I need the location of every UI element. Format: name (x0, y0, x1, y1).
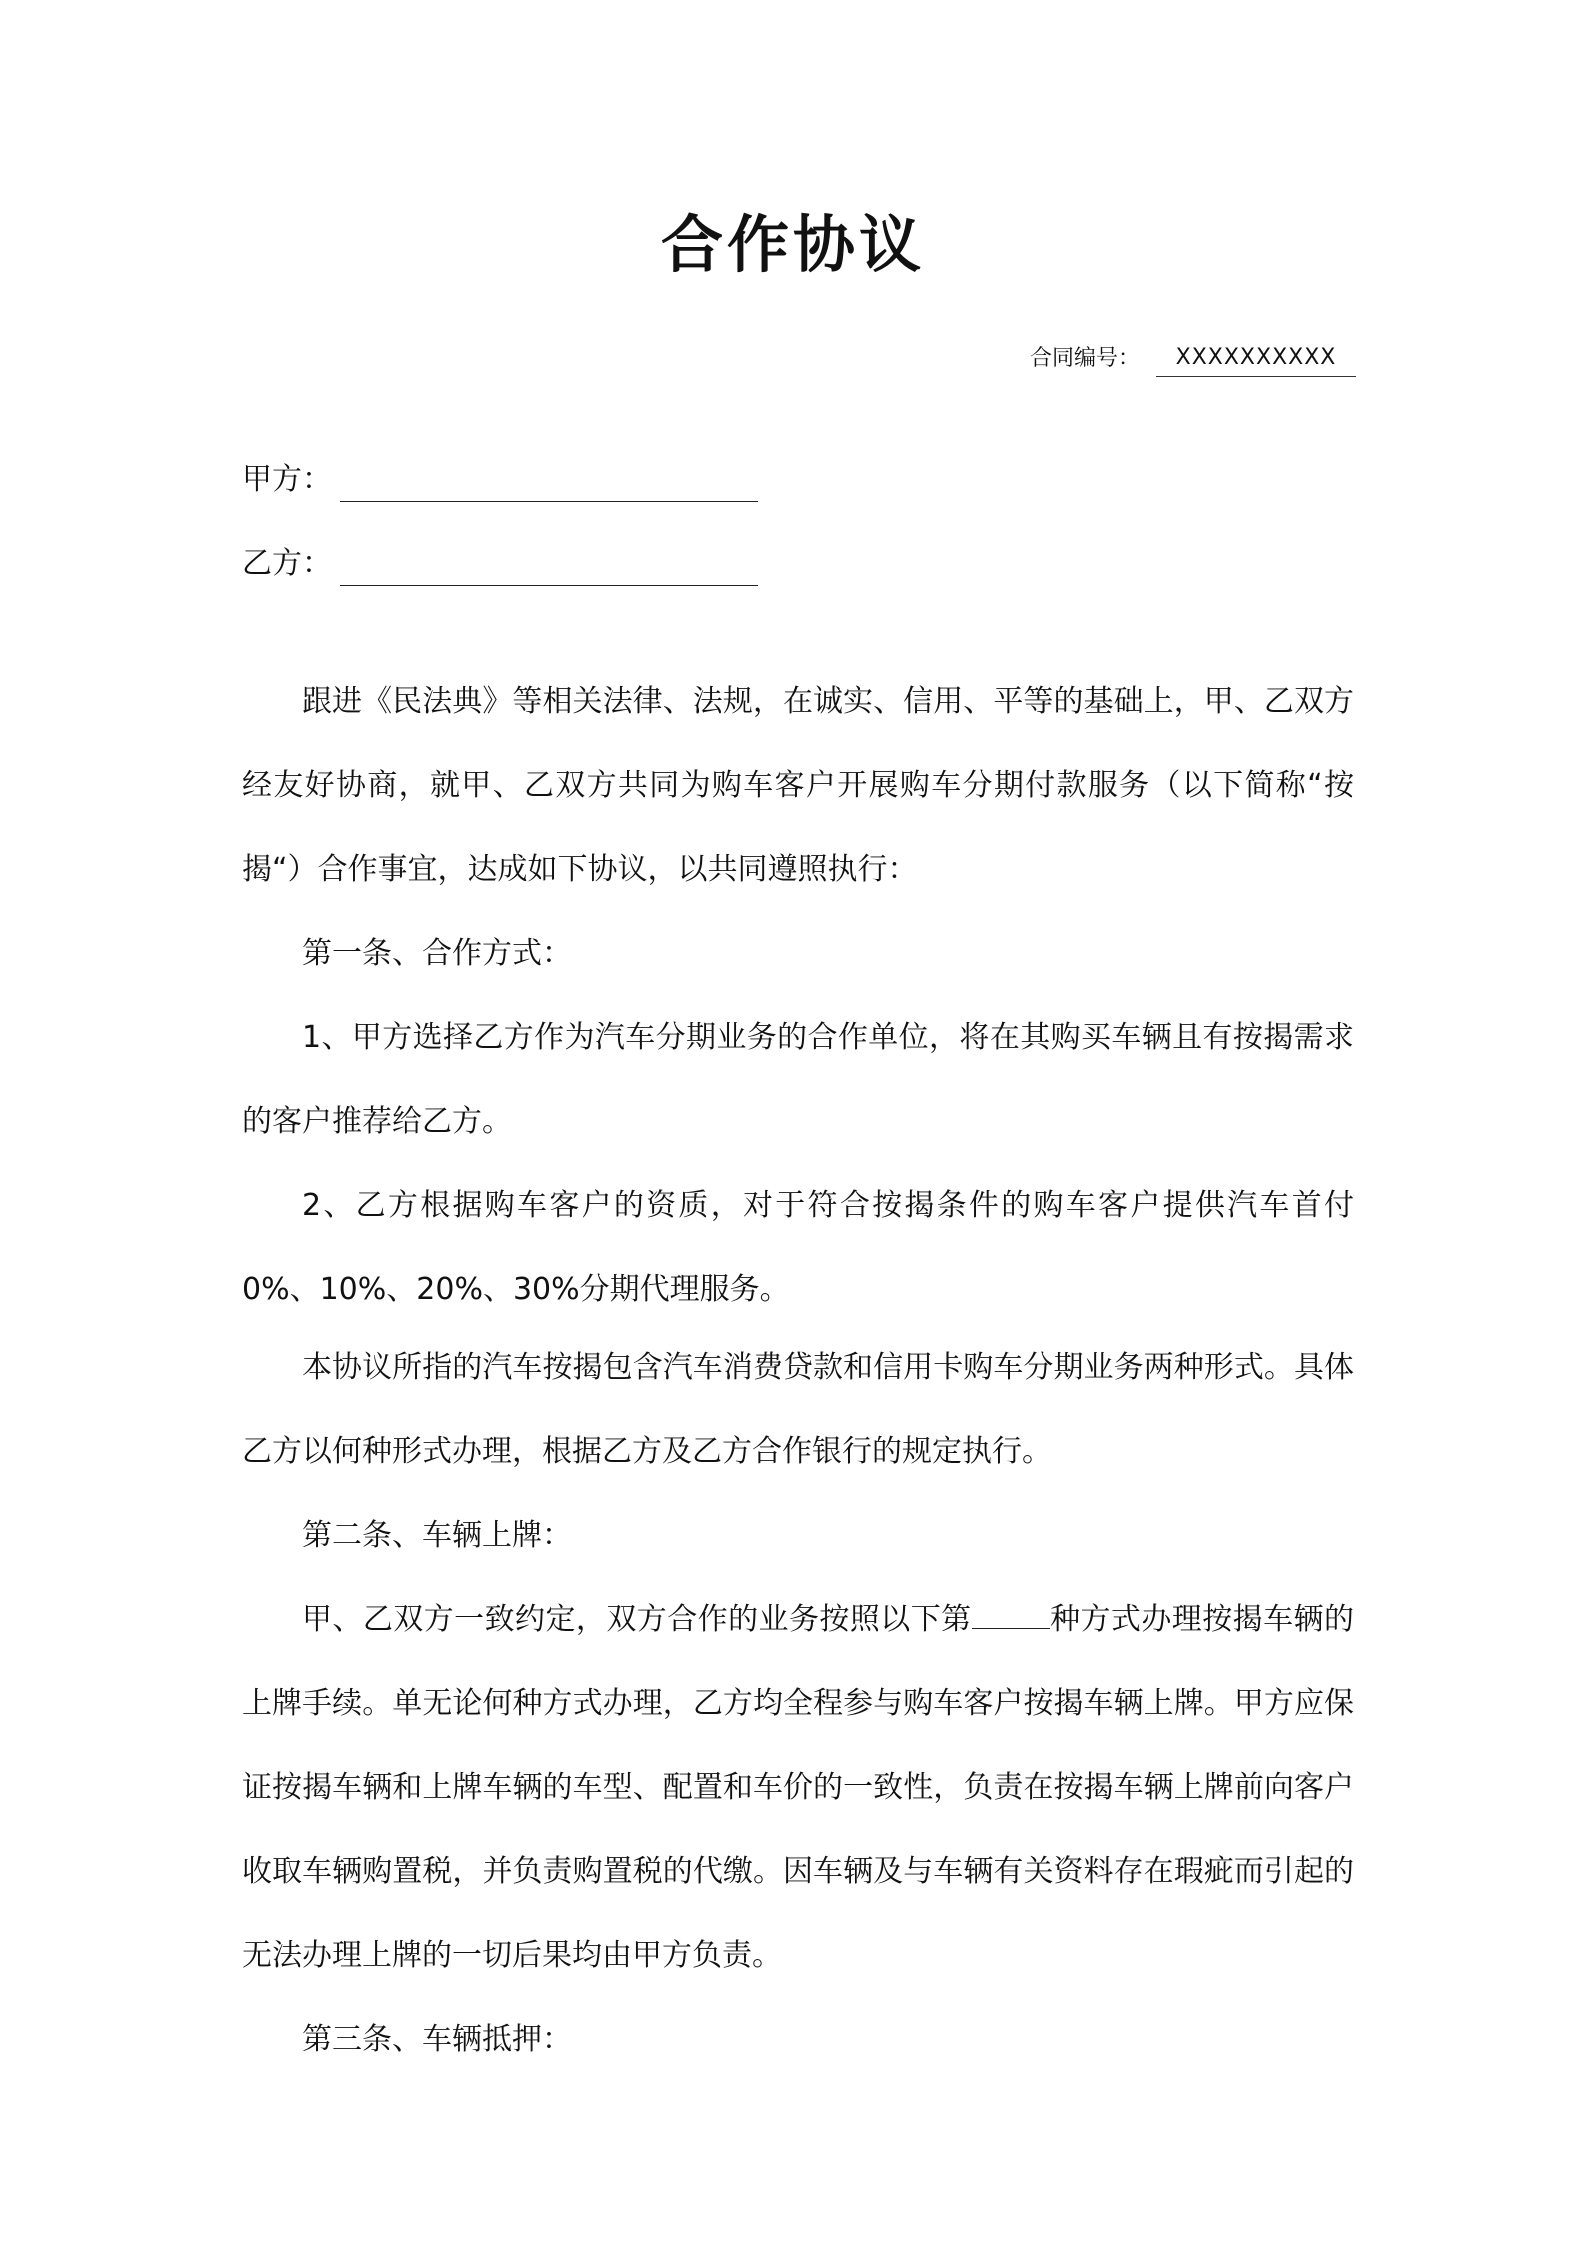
contract-number (1030, 340, 1356, 377)
article-1-item-2: 2、乙方根据购车客户的资质，对于符合按揭条件的购车客户提供汽车首付0%、10%、20%、30%分期代理服务。 (242, 1188, 1354, 1307)
contract-number-value: XXXXXXXXXX (1156, 340, 1356, 377)
party-a-label: 甲方： (242, 462, 332, 497)
party-a-blank-line (340, 461, 758, 502)
contract-number-label: 合同编号： (1029, 346, 1140, 371)
party-a-row (242, 458, 758, 502)
article-2-heading: 第二条、车辆上牌： (302, 1518, 572, 1553)
party-b-label: 乙方： (242, 546, 332, 581)
article-1-item-1: 1、甲方选择乙方作为汽车分期业务的合作单位，将在其购买车辆且有按揭需求的客户推荐给乙方。 (242, 1020, 1354, 1139)
document-title: 合作协议 (660, 208, 925, 281)
agreement-body (242, 660, 1354, 2082)
article-2-text-part-2: 种方式办理按揭车辆的上牌手续。单无论何种方式办理，乙方均全程参与购车客户按揭车辆上牌。甲方应保证按揭车辆和上牌车辆的车型、配置和车价的一致性，负责在按揭车辆上牌前向客户收取车辆购置税，并负责购置税的代缴。因车辆及与车辆有关资料存在瑕疵而引起的无法办理上牌的一切后果均由甲方负责。 (242, 1602, 1354, 1973)
article-1-note: 本协议所指的汽车按揭包含汽车消费贷款和信用卡购车分期业务两种形式。具体乙方以何种形式办理，根据乙方及乙方合作银行的规定执行。 (242, 1350, 1354, 1469)
article-3-heading: 第三条、车辆抵押： (302, 2022, 572, 2057)
intro-paragraph: 跟进《民法典》等相关法律、法规，在诚实、信用、平等的基础上，甲、乙双方经友好协商，就甲、乙双方共同为购车客户开展购车分期付款服务（以下简称“按揭“）合作事宜，达成如下协议，以共同遵照执行： (242, 684, 1354, 887)
party-b-blank-line (340, 545, 758, 586)
party-b-row (242, 542, 758, 586)
article-2-paragraph (242, 1578, 1354, 1998)
article-2-text-part-1: 甲、乙双方一致约定，双方合作的业务按照以下第 (302, 1602, 972, 1637)
article-2-method-blank (972, 1594, 1050, 1629)
article-1-heading: 第一条、合作方式： (302, 936, 572, 971)
